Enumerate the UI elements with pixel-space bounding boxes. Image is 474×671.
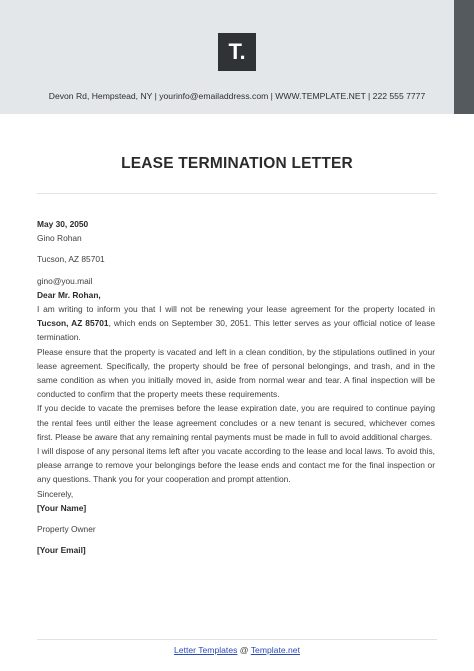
template-logo: T. [218, 33, 256, 71]
paragraph-notice: I am writing to inform you that I will not be renewing your lease agreement for the property located in Tucson, AZ 85701, which ends on September 30, 2051. This letter serves as your official notice of lease termination. [37, 304, 435, 343]
sender-email: [Your Email] [37, 545, 86, 556]
decorative-strip [454, 0, 474, 114]
letter-body [37, 217, 435, 557]
divider-bottom [37, 639, 437, 640]
recipient-email: gino@you.mail [37, 275, 93, 286]
sender-role: Property Owner [37, 524, 96, 535]
contact-info: Devon Rd, Hempstead, NY | yourinfo@emailaddress.com | WWW.TEMPLATE.NET | 222 555 7777 [48, 91, 426, 101]
letterhead [0, 0, 474, 114]
letter-title: LEASE TERMINATION LETTER [121, 155, 353, 172]
footer-separator: @ [239, 645, 249, 655]
property-location: Tucson, AZ 85701 [37, 318, 109, 329]
recipient-city: Tucson, AZ 85701 [37, 254, 105, 265]
recipient-name: Gino Rohan [37, 233, 82, 244]
paragraph-belongings: I will dispose of any personal items left after you vacate according to the lease and local laws. To avoid this, please arrange to remove your belongings before the lease ends and contact me for the final inspection or any questions. Thank you for your cooperation and prompt attention. [37, 446, 435, 485]
template-net-link[interactable]: Template.net [250, 645, 300, 655]
paragraph-condition: Please ensure that the property is vacated and left in a clean condition, by the stipulations outlined in your lease agreement. Specifically, the property should be free of personal belongings, and trash, and in the same condition as when you initially moved in, aside from normal wear and tear. A final inspection will be conducted to confirm that the property meets these requirements. [37, 346, 435, 400]
sender-name: [Your Name] [37, 502, 87, 513]
paragraph-early-vacate: If you decide to vacate the premises before the lease expiration date, you are required to continue paying the rental fees until either the lease agreement concludes or a new tenant is secured, whichever comes first. Please be aware that any remaining rental payments must be made in full to avoid additional charges. [37, 403, 435, 442]
letter-date: May 30, 2050 [37, 219, 89, 229]
divider-top [37, 193, 437, 194]
salutation: Dear Mr. Rohan, [37, 289, 101, 300]
footer [0, 645, 474, 655]
closing: Sincerely, [37, 488, 74, 499]
letter-templates-link[interactable]: Letter Templates [174, 645, 238, 655]
